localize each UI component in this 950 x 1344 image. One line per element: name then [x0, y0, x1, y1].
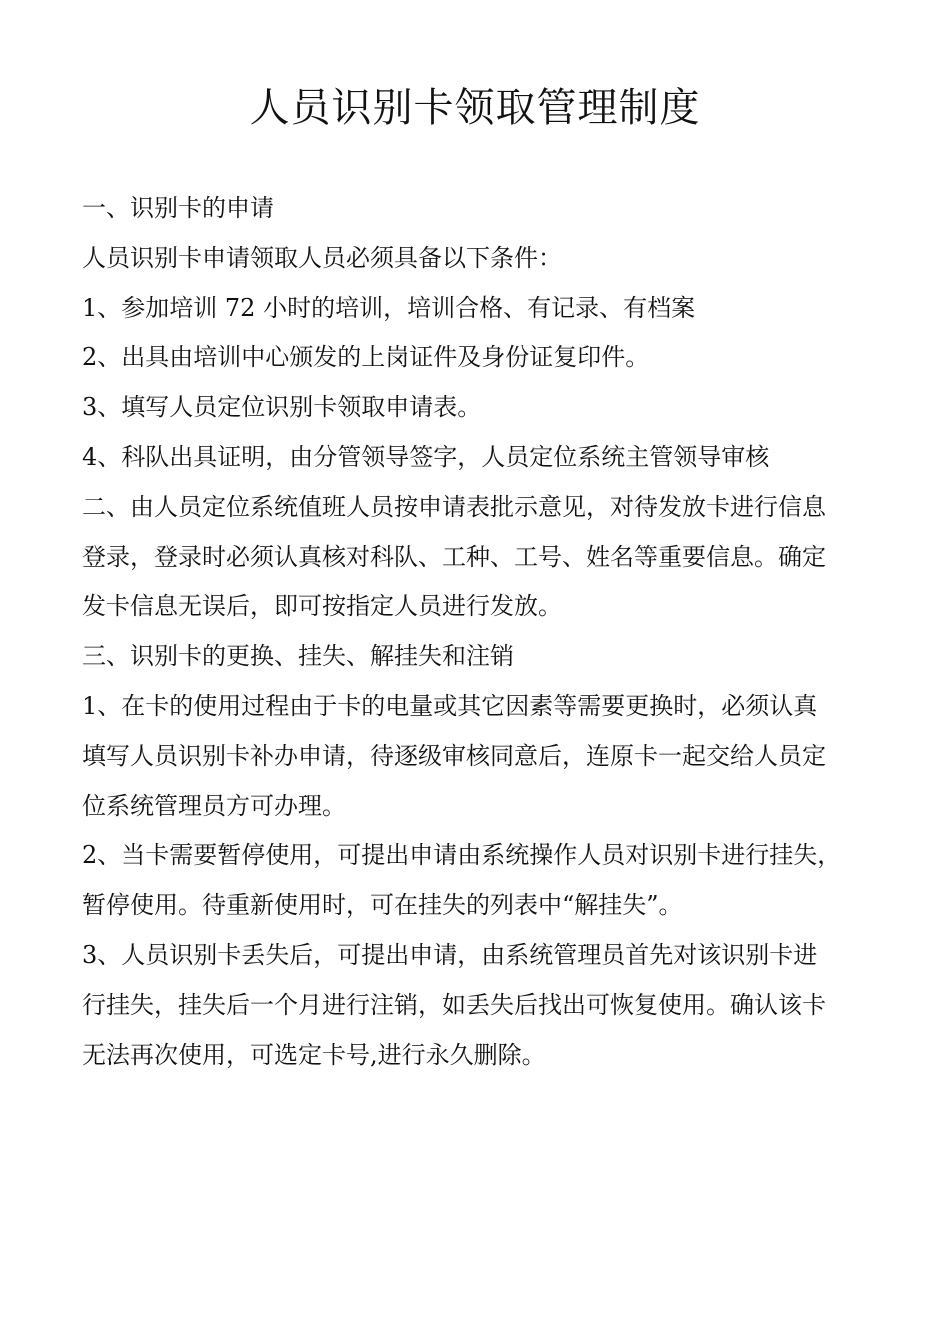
- document-body: [82, 184, 872, 1080]
- document-title: 人员识别卡领取管理制度: [249, 85, 701, 131]
- paragraph-line: 人员识别卡申请领取人员必须具备以下条件：: [82, 243, 562, 272]
- section-heading-replacement: 三、识别卡的更换、挂失、解挂失和注销: [82, 642, 514, 671]
- paragraph-line: 行挂失，挂失后一个月进行注销，如丢失后找出可恢复使用。确认该卡: [82, 990, 826, 1019]
- section-heading-issuance: 二、由人员定位系统值班人员按申请表批示意见，对待发放卡进行信息: [82, 492, 826, 521]
- paragraph-line: 登录，登录时必须认真核对科队、工种、工号、姓名等重要信息。确定: [82, 542, 826, 571]
- list-item-replacement-3: 3、人员识别卡丢失后，可提出申请，由系统管理员首先对该识别卡进: [82, 940, 818, 969]
- paragraph-line: 无法再次使用，可选定卡号,进行永久删除。: [82, 1040, 546, 1069]
- list-item-replacement-2: 2、当卡需要暂停使用，可提出申请由系统操作人员对识别卡进行挂失，: [82, 841, 842, 870]
- list-item-condition-3: 3、填写人员定位识别卡领取申请表。: [82, 393, 482, 422]
- section-heading-application: 一、识别卡的申请: [82, 194, 274, 222]
- paragraph-line: 暂停使用。待重新使用时，可在挂失的列表中“解挂失”。: [82, 891, 683, 920]
- list-item-condition-1: 1、参加培训 72 小时的培训，培训合格、有记录、有档案: [82, 293, 696, 322]
- list-item-condition-4: 4、科队出具证明，由分管领导签字，人员定位系统主管领导审核: [82, 442, 770, 471]
- paragraph-line: 位系统管理员方可办理。: [82, 791, 346, 820]
- paragraph-line: 填写人员识别卡补办申请，待逐级审核同意后，连原卡一起交给人员定: [82, 741, 826, 770]
- paragraph-line: 发卡信息无误后，即可按指定人员进行发放。: [82, 592, 562, 621]
- list-item-condition-2: 2、出具由培训中心颁发的上岗证件及身份证复印件。: [82, 343, 650, 372]
- list-item-replacement-1: 1、在卡的使用过程由于卡的电量或其它因素等需要更换时，必须认真: [82, 691, 818, 720]
